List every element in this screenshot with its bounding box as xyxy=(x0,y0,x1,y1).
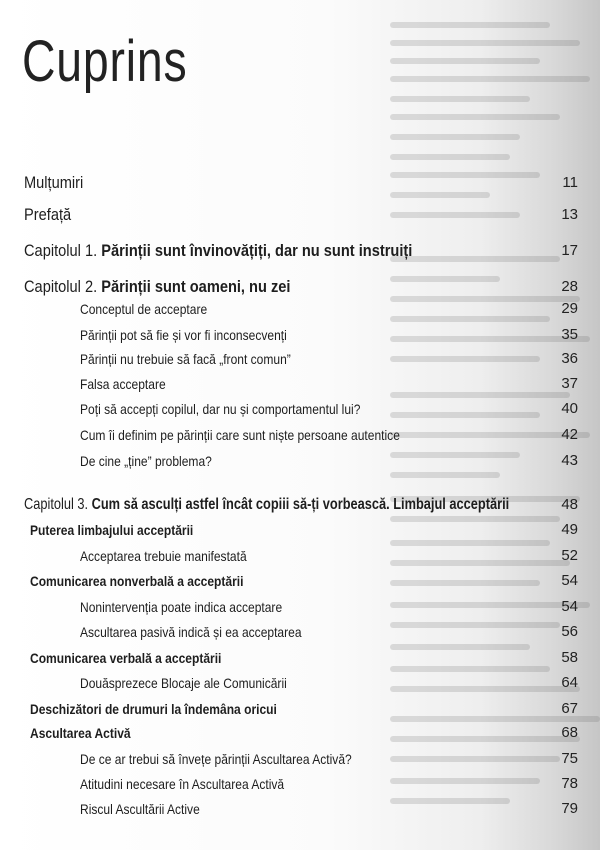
toc-entry xyxy=(0,276,600,298)
toc-entry-label xyxy=(24,276,290,298)
toc-section xyxy=(0,519,600,541)
toc-entry-label: Ascultarea Activă xyxy=(30,725,131,741)
toc-entry-label: Comunicarea nonverbală a acceptării xyxy=(30,573,244,589)
toc-entry-label: Acceptarea trebuie manifestată xyxy=(80,548,247,564)
page-number: 48 xyxy=(561,496,578,513)
toc-subsection xyxy=(0,298,600,320)
page-number: 67 xyxy=(561,700,578,717)
toc-subsection xyxy=(0,398,600,420)
page-number: 58 xyxy=(561,649,578,666)
page-number: 56 xyxy=(561,623,578,640)
page-number: 54 xyxy=(561,598,578,615)
toc-section xyxy=(0,698,600,720)
toc-entry-label xyxy=(24,240,412,262)
chapter-title: Părinții sunt învinovățiți, dar nu sunt instruiți xyxy=(101,241,413,260)
page-number: 75 xyxy=(561,750,578,767)
toc-entry-label: Falsa acceptare xyxy=(80,376,166,392)
toc-subsection xyxy=(0,450,600,472)
toc-subsection xyxy=(0,324,600,346)
toc-subsection xyxy=(0,798,600,820)
toc-section xyxy=(0,722,600,744)
toc-entry-label: Poți să accepți copilul, dar nu și comportamentul lui? xyxy=(80,401,361,417)
page-number: 78 xyxy=(561,775,578,792)
toc-subsection xyxy=(0,748,600,770)
toc-entry-label: Deschizători de drumuri la îndemâna oricui xyxy=(30,701,277,717)
page-number: 11 xyxy=(562,174,578,191)
toc-entry-label: Atitudini necesare în Ascultarea Activă xyxy=(80,776,285,792)
page-number: 28 xyxy=(561,278,578,295)
page-number: 17 xyxy=(561,242,578,259)
toc-section xyxy=(0,647,600,669)
chapter-title: Cum să asculți astfel încât copiii să-ți vorbească. Limbajul acceptării xyxy=(91,496,510,513)
toc-entry-label: De ce ar trebui să învețe părinții Ascultarea Activă? xyxy=(80,751,352,767)
page-number: 68 xyxy=(561,724,578,741)
page-number: 35 xyxy=(561,326,578,343)
toc-subsection xyxy=(0,424,600,446)
toc-subsection xyxy=(0,773,600,795)
toc-entry-label: Douăsprezece Blocaje ale Comunicării xyxy=(80,675,287,691)
toc-entry-label: Cum îi definim pe părinții care sunt niște persoane autentice xyxy=(80,427,400,443)
page-number: 64 xyxy=(561,674,578,691)
page-title: Cuprins xyxy=(22,29,188,94)
page-number: 40 xyxy=(561,400,578,417)
toc-entry xyxy=(0,240,600,262)
page-number: 43 xyxy=(561,452,578,469)
chapter-title: Părinții sunt oameni, nu zei xyxy=(101,277,291,296)
toc-entry-label: Părinții nu trebuie să facă „front comun” xyxy=(80,351,291,367)
toc-entry-label: Mulțumiri xyxy=(24,173,84,192)
toc-subsection xyxy=(0,621,600,643)
toc-entry-label: Prefață xyxy=(24,205,72,224)
page-number: 29 xyxy=(561,300,578,317)
page-number: 49 xyxy=(561,521,578,538)
chapter-prefix: Capitolul 3. xyxy=(24,496,92,513)
toc-entry-label: Conceptul de acceptare xyxy=(80,301,208,317)
page-number: 42 xyxy=(561,426,578,443)
page-number: 52 xyxy=(561,547,578,564)
toc-entry-label: Ascultarea pasivă indică și ea acceptarea xyxy=(80,624,302,640)
toc-subsection xyxy=(0,596,600,618)
toc-subsection xyxy=(0,672,600,694)
toc-entry-label: De cine „ține” problema? xyxy=(80,453,212,469)
toc-subsection xyxy=(0,545,600,567)
toc-section xyxy=(0,570,600,592)
page-number: 37 xyxy=(561,375,578,392)
toc-subsection xyxy=(0,373,600,395)
toc-entry-label: Nonintervenția poate indica acceptare xyxy=(80,599,283,615)
toc-entry-label: Comunicarea verbală a acceptării xyxy=(30,650,222,666)
toc-entry xyxy=(0,172,600,194)
chapter-prefix: Capitolul 2. xyxy=(24,277,102,296)
page-number: 54 xyxy=(561,572,578,589)
page-number: 79 xyxy=(561,800,578,817)
toc-entry xyxy=(0,494,600,516)
toc-entry-label xyxy=(24,494,509,516)
chapter-prefix: Capitolul 1. xyxy=(24,241,102,260)
toc-entry-label: Părinții pot să fie și vor fi inconsecvenți xyxy=(80,327,287,343)
toc-subsection xyxy=(0,348,600,370)
toc-entry-label: Puterea limbajului acceptării xyxy=(30,522,194,538)
toc-entry-label: Riscul Ascultării Active xyxy=(80,801,200,817)
page-number: 13 xyxy=(561,206,578,223)
page-number: 36 xyxy=(561,350,578,367)
toc-entry xyxy=(0,204,600,226)
